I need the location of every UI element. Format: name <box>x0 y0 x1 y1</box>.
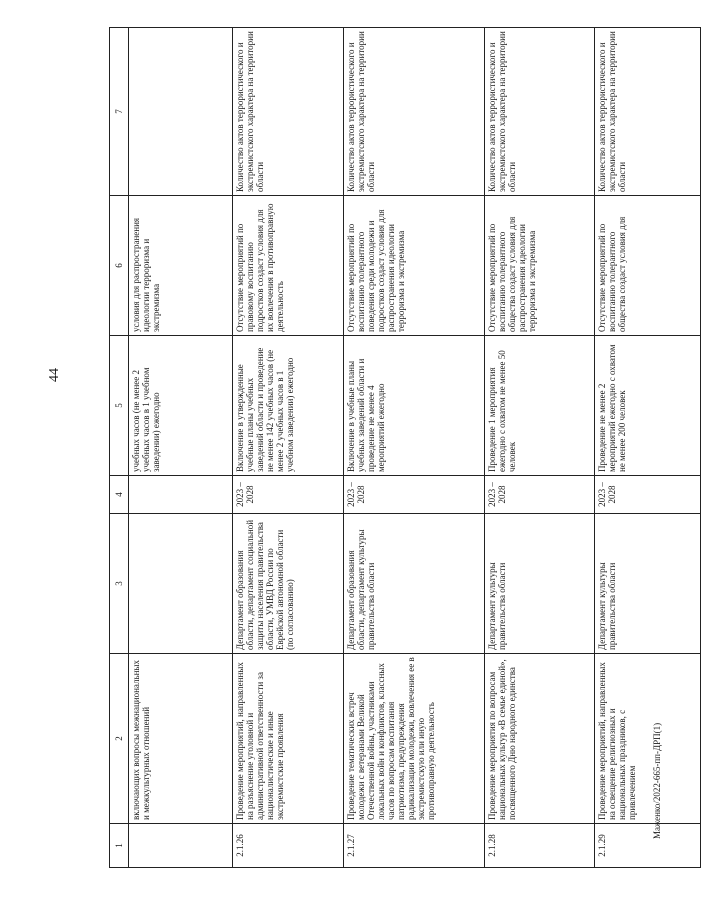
table-row <box>233 28 344 868</box>
program-table-region <box>109 28 637 868</box>
result-cell: Отсутствие мероприятий по воспитанию толерантного общества создаст условия для распространения идеологии терроризма и экстремизма <box>485 196 595 336</box>
event-cell: Проведение тематических встреч молодежи с ветеранами Великой Отечественной войны, участниками локальных войн и конфликтов, классных часов по вопросам воспитания патриотизма, предупреждения радикализации молодежи, вовлечения ее в экстремистскую или иную противоправную деятельность <box>344 654 485 824</box>
indicator-cell: Проведение 1 мероприятия ежегодно с охватом не менее 50 человек <box>485 336 595 476</box>
indicator-cell: учебных часов (не менее 2 учебных часов в 1 учебном заведении) ежегодно <box>129 336 233 476</box>
executor-cell: Департамент культуры правительства области <box>595 514 701 654</box>
result-cell: Отсутствие мероприятий по правовому воспитанию подростков создаст условия для их вовлечения в противоправную деятельность <box>233 196 344 336</box>
executor-cell: Департамент образования области, департамент социальной защиты населения правительства области, УМВД России по Еврейской автономной области (по согласованию) <box>233 514 344 654</box>
event-cell: включающих вопросы межнациональных и межкультурных отношений <box>129 654 233 824</box>
indicator-cell: Включение в учебные планы учебных заведений области и проведение не менее 4 мероприятий ежегодно <box>344 336 485 476</box>
program-table-rotated <box>109 28 637 868</box>
target-cell: Количество актов террористического и экстремистского характера на территории области <box>485 28 595 196</box>
row-number: 2.1.28 <box>485 824 595 868</box>
event-cell: Проведение мероприятий, направленных на освещение религиозных и национальных праздников, с привлечением <box>595 654 701 824</box>
column-header: 3 <box>110 514 129 654</box>
indicator-cell: Включение в утвержденные учебные планы учебных заведений области и проведение не менее 142 учебных часов (не менее 2 учебных часов в 1 учебном заведении) ежегодно <box>233 336 344 476</box>
page-number: 44 <box>47 368 62 382</box>
table-header-row <box>110 28 129 868</box>
row-number: 2.1.29 <box>595 824 701 868</box>
result-cell: условия для распространения идеологии терроризма и экстремизма <box>129 196 233 336</box>
column-header: 4 <box>110 476 129 514</box>
years-cell: 2023 – 2028 <box>595 476 701 514</box>
result-cell: Отсутствие мероприятий по воспитанию толерантного поведения среди молодежи и подростков создаст условия для распространения идеологии терроризма и экстремизма <box>344 196 485 336</box>
result-cell: Отсутствие мероприятий по воспитанию толерантного общества создаст условия для <box>595 196 701 336</box>
row-number: 2.1.26 <box>233 824 344 868</box>
executor-cell: Департамент образования области, департамент культуры правительства области <box>344 514 485 654</box>
column-header: 2 <box>110 654 129 824</box>
column-header: 7 <box>110 28 129 196</box>
table-row <box>344 28 485 868</box>
event-cell: Проведение мероприятий, направленных на разъяснение уголовной и административной ответственности за националистические и иные экстремистские проявления <box>233 654 344 824</box>
column-header: 6 <box>110 196 129 336</box>
years-cell: 2023 – 2028 <box>233 476 344 514</box>
row-number: 2.1.27 <box>344 824 485 868</box>
table-row <box>595 28 701 868</box>
years-cell: 2023 – 2028 <box>344 476 485 514</box>
document-footer-code: Маженко/2022-665-пп-ДРП(1) <box>652 722 662 839</box>
column-header: 1 <box>110 824 129 868</box>
executor-cell: Департамент культуры правительства области <box>485 514 595 654</box>
target-cell <box>129 28 233 196</box>
years-cell: 2023 – 2028 <box>485 476 595 514</box>
indicator-cell: Проведение не менее 2 мероприятий ежегодно с охватом не менее 200 человек <box>595 336 701 476</box>
program-table <box>109 27 701 868</box>
target-cell: Количество актов террористического и экстремистского характера на территории области <box>344 28 485 196</box>
table-row <box>485 28 595 868</box>
executor-cell <box>129 514 233 654</box>
column-header: 5 <box>110 336 129 476</box>
target-cell: Количество актов террористического и экстремистского характера на территории области <box>233 28 344 196</box>
table-row <box>129 28 233 868</box>
years-cell <box>129 476 233 514</box>
target-cell: Количество актов террористического и экстремистского характера на территории области <box>595 28 701 196</box>
event-cell: Проведение мероприятия по вопросам национальных культур «В семье единой», посвященного Дню народного единства <box>485 654 595 824</box>
row-number <box>129 824 233 868</box>
